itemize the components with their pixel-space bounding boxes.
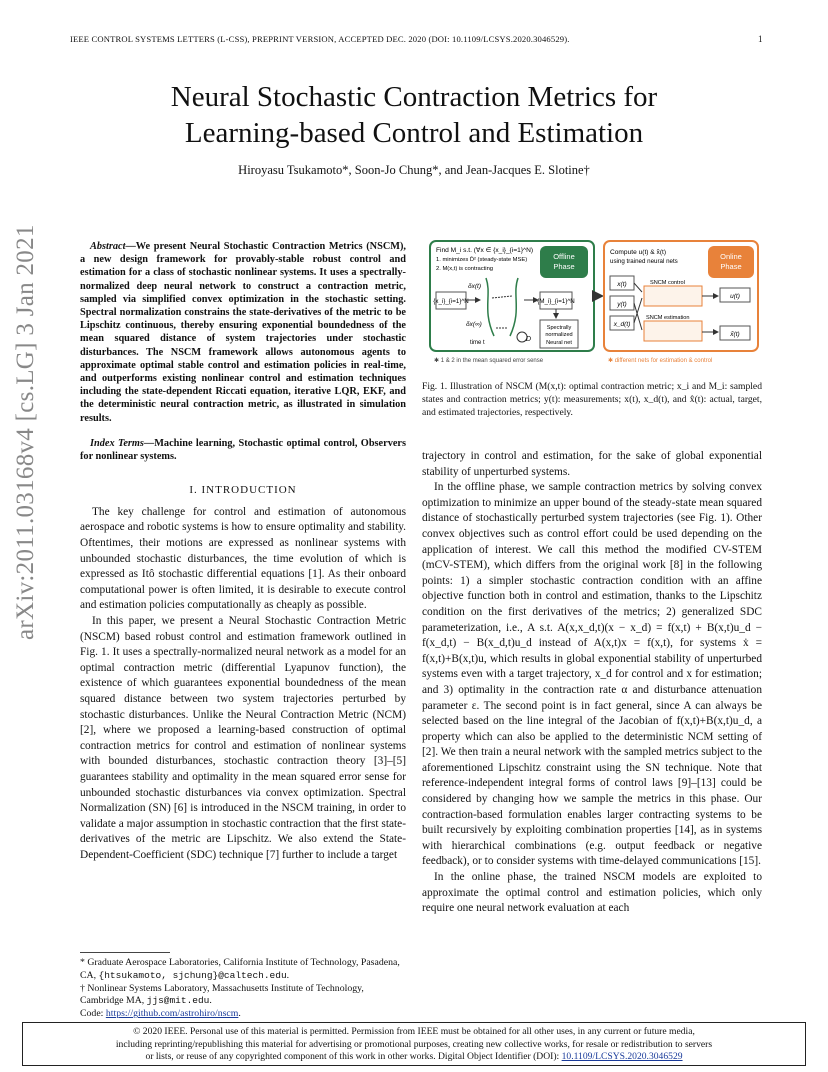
footnote-affiliation-mit: † Nonlinear Systems Laboratory, Massachusetts Institute of Technology, Cambridge MA, jjs@mit.edu.	[80, 982, 364, 1007]
author-list: Hiroyasu Tsukamoto*, Soon-Jo Chung*, and Jean-Jacques E. Slotine†	[238, 163, 590, 177]
offline-line3: 2. M(x,t) is contracting	[436, 266, 494, 272]
y-t-label: y(t)	[617, 301, 627, 308]
email-mit[interactable]: jjs@mit.edu	[146, 995, 210, 1007]
title-line-1: Neural Stochastic Contraction Metrics for	[170, 81, 658, 113]
online-badge-line2: Phase	[720, 262, 742, 271]
right-paragraph-2: In the offline phase, we sample contraction metrics by solving convex optimization to minimize an upper bound of the steady-state mean squared distance of stochastically perturbed system trajectories (see Fig. 1). Other convex objectives such as control effort could be used depending on the application of interest. We call this method the modified CV-STEM (mCV-STEM), which differs from the original work [8] in the following points: 1) a simpler stochastic contraction condition with an affine objective function both in control and estimation, thanks to the Lipschitz condition on the first derivatives of the metrics; 2) generalized SDC parameterization, i.e., A s.t. A(x,x_d,t)(x − x_d) = f(x,t) + B(x,t)u_d − f(x_d,t) − B(x_d,t)u_d instead of A(x,t)x = f(x,t), for systems ẋ = f(x,t)+B(x,t)u, which results in global exponential stability of unperturbed systems even with a target trajectory, x_d for control and x for estimation; and 3) optimality in the contraction rate α and disturbance attenuation parameter ε. The second point is in fact general, since A can always be selected based on the line integral of the Jacobian of f(x,t)+B(x,t)u_d, a property which can also be applied to the deterministic NCM setting of [2]. We then train a neural network with the sampled metrics subject to the aforementioned Lipschitz constraint using the SN technique. Note that reference-independent integral forms of control laws [9]–[13] could be considered by changing how we sample the metrics in this phase. Our contraction-based formulation enables larger contracting systems to be built recursively by exploiting combination properties [14], as in systems with hierarchical combinations (e.g. output feedback or negative feedback), or to consider systems with time-delayed communications [15].	[422, 481, 762, 868]
right-paragraph-3: In the online phase, the trained NSCM models are exploited to approximate the optimal control and estimation policies, which only require one neural network evaluation at each	[422, 871, 762, 915]
right-column	[422, 449, 762, 917]
dx-inf-label: δx(∞)	[466, 321, 482, 328]
spectral-net-l3: Neural net	[546, 340, 572, 346]
online-line2: using trained neural nets	[610, 258, 678, 265]
offline-line1: Find M_i s.t. (∀x ∈ {x_i}_{i=1}^N)	[436, 247, 534, 254]
figure-1	[422, 240, 762, 370]
copyright-notice	[22, 1022, 806, 1066]
running-head: IEEE CONTROL SYSTEMS LETTERS (L-CSS), PREPRINT VERSION, ACCEPTED DEC. 2020 (DOI: 10.1109/LCSYS.2020.3046529).	[70, 34, 570, 44]
abstract-label: Abstract	[90, 241, 126, 252]
legend-left: ✱ 1 & 2 in the mean squared error sense	[434, 358, 544, 364]
doi-link[interactable]: 10.1109/LCSYS.2020.3046529	[561, 1051, 683, 1062]
copyright-line-2: including reprinting/republishing this material for advertising or promotional purposes, creating new collective works, for resale or redistribution to servers	[115, 1038, 713, 1050]
ncm-control-label: SNCM control	[650, 280, 685, 286]
xhat-t-label: x̂(t)	[730, 331, 740, 338]
dx-t-label: δx(t)	[468, 283, 481, 290]
figure-diagram	[422, 240, 762, 370]
legend-right: ✱ different nets for estimation & control	[608, 358, 713, 364]
ncm-control-net	[644, 286, 702, 306]
figure-caption: Fig. 1. Illustration of NSCM (M(x,t): optimal contraction metric; x_i and M_i: sampled states and contraction metrics; y(t): measurements; x(t), x_d(t), and x̂(t): actual, target, and estimated trajectories, respectively.	[422, 381, 762, 418]
abstract-text: —We present Neural Stochastic Contraction Metrics (NSCM), a new design framework for provably-stable robust control and estimation for a class of stochastic nonlinear systems. It uses a spectrally-normalized deep neural network to construct a contraction metric, sampled via simplified convex optimization in the stochastic setting. Spectral normalization constrains the state-derivatives of the metric to be Lipschitz continuous, thereby ensuring exponential boundedness of the mean squared distance of system trajectories under stochastic disturbances. The NSCM framework allows autonomous agents to approximate optimal stable control and estimation policies in real-time, and outperforms existing nonlinear control and estimation techniques including the state-dependent Riccati equation, iterative LQR, EKF, and the deterministic neural contraction metric, as illustrated in simulation results.	[80, 241, 406, 424]
index-terms-text: —Machine learning, Stochastic optimal control, Observers for nonlinear systems.	[80, 437, 406, 463]
intro-paragraph-2: In this paper, we present a Neural Stochastic Contraction Metric (NSCM) based robust control and estimation framework outlined in Fig. 1. It uses a spectrally-normalized neural network as a model for an optimal contraction metric (differential Lyapunov function), the existence of which guarantees exponential boundedness of the mean squared distance between two system trajectories perturbed by stochastic disturbances. Unlike the Neural Contraction Metric (NCM) [2], where we proposed a learning-based construction of optimal contraction metrics for control and estimation of nonlinear systems with bounded disturbances, stochastic contraction theory [3]–[5] guarantees stability and optimality in the mean squared error sense for unbounded stochastic disturbances via convex optimization. Spectral Normalization (SN) [6] is introduced in the NSCM training, in order to validate a major assumption in stochastic contraction that the first state-derivatives of the metric are Lipschitz. We also extend the State-Dependent-Coefficient (SDC) technique [7] further to include a target	[80, 615, 406, 861]
xi-set-label: {x_i}_{i=1}^N	[433, 298, 469, 305]
left-column	[80, 240, 406, 864]
title-line-2: Learning-based Control and Estimation	[184, 117, 644, 149]
copyright-line-3: or lists, or reuse of any copyrighted component of this work in other works. Digital Object Identifier (DOI): 10.1109/LCSYS.2020.3046529	[145, 1051, 683, 1062]
offline-badge-line1: Offline	[553, 252, 575, 261]
footnotes	[80, 952, 406, 1021]
offline-badge-line2: Phase	[553, 262, 575, 271]
d-label: D	[526, 336, 532, 343]
ncm-estimation-label: SNCM estimation	[646, 315, 690, 321]
page-number: 1	[758, 34, 763, 44]
abstract	[80, 240, 406, 425]
right-paragraph-1: trajectory in control and estimation, for the sake of global exponential stability of unperturbed systems.	[422, 450, 762, 478]
mi-set-label: {M_i}_{i=1}^N	[537, 298, 575, 305]
spectral-net-l1: Spectrally	[546, 325, 572, 331]
code-link[interactable]: https://github.com/astrohiro/nscm	[105, 1008, 239, 1020]
xd-t-label: x_d(t)	[613, 321, 631, 328]
footnote-rule	[80, 952, 170, 953]
x-t-label: x(t)	[617, 281, 627, 288]
offline-line2: 1. minimizes D̄² (steady-state MSE)	[436, 257, 528, 263]
paper-title	[80, 79, 748, 151]
arxiv-stamp: arXiv:2011.03168v4 [cs.LG] 3 Jan 2021	[12, 224, 39, 640]
online-badge-line1: Online	[720, 252, 742, 261]
spectral-net-l2: normalized	[545, 332, 573, 338]
ncm-estimation-net	[644, 321, 702, 341]
copyright-line-1: © 2020 IEEE. Personal use of this material is permitted. Permission from IEEE must be obtained for all other uses, in any current or future media,	[133, 1026, 695, 1037]
footnote-affiliation-caltech: * Graduate Aerospace Laboratories, California Institute of Technology, Pasadena, CA, {htsukamoto, sjchung}@caltech.edu.	[80, 957, 400, 981]
footnote-code: Code: https://github.com/astrohiro/nscm.	[80, 1008, 241, 1020]
intro-paragraph-1: The key challenge for control and estimation of autonomous aerospace and robotic systems is how to ensure optimality and stability. Oftentimes, their motions are expressed as nonlinear systems with unbounded stochastic disturbances, the time evolution of which is expressed as Itô stochastic differential equations [1]. As their onboard computational power is often limited, it is desirable to execute control and estimation policies computationally as cheaply as possible.	[80, 505, 406, 612]
index-terms-label: Index Terms	[90, 437, 144, 449]
section-heading: I. INTRODUCTION	[189, 484, 297, 497]
online-line1: Compute u(t) & x̂(t)	[610, 249, 667, 256]
time-label: time t	[470, 340, 485, 346]
u-t-label: u(t)	[730, 293, 740, 300]
email-caltech[interactable]: {htsukamoto, sjchung}@caltech.edu	[98, 969, 287, 981]
index-terms	[80, 437, 406, 463]
